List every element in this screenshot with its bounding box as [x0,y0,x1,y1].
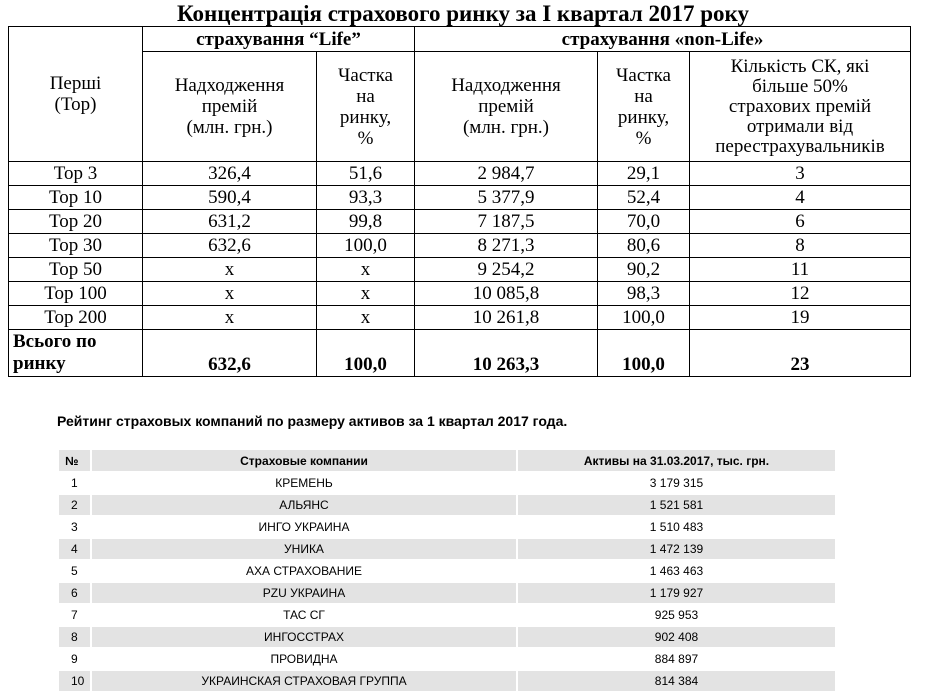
total-life-premiums: 632,6 [143,330,317,377]
table-row [59,671,835,691]
header-line: ринку, [339,106,392,128]
nonlife-share-cell: 29,1 [598,162,690,186]
row-label: Top 10 [9,186,143,210]
table2-title: Рейтинг страховых компаний по размеру активов за 1 квартал 2017 года. [57,413,568,429]
nonlife-share-cell: 90,2 [598,258,690,282]
rank-cell: 9 [59,649,90,669]
rank-cell: 8 [59,627,90,647]
header-life-share [317,52,415,162]
row-label: Top 200 [9,306,143,330]
count-cell: 6 [690,210,911,234]
company-cell: АХА СТРАХОВАНИЕ [90,561,516,581]
company-cell: УНИКА [90,539,516,559]
nonlife-premiums-cell: 10 085,8 [415,282,598,306]
nonlife-share-cell: 100,0 [598,306,690,330]
life-premiums-cell: 632,6 [143,234,317,258]
table-row [59,473,835,493]
table-row [9,186,911,210]
total-row [9,330,911,377]
header-first-line: Перші [49,73,102,94]
table-row [59,561,835,581]
table-row [59,495,835,515]
nonlife-premiums-cell: 2 984,7 [415,162,598,186]
rank-cell: 10 [59,671,90,691]
nonlife-premiums-cell: 9 254,2 [415,258,598,282]
header-reinsurer-count [690,52,911,162]
life-share-cell: 51,6 [317,162,415,186]
total-label [9,330,143,377]
nonlife-premiums-cell: 8 271,3 [415,234,598,258]
table-row [9,210,911,234]
header-first-top [9,27,143,162]
header-num: № [59,450,90,471]
table-row [9,282,911,306]
assets-cell: 814 384 [516,671,835,691]
header-company: Страховые компании [90,450,516,471]
life-share-cell: 100,0 [317,234,415,258]
header-line: страхових премій [728,95,872,117]
life-share-cell: 99,8 [317,210,415,234]
nonlife-share-cell: 80,6 [598,234,690,258]
life-premiums-cell: 590,4 [143,186,317,210]
count-cell: 4 [690,186,911,210]
nonlife-share-cell: 70,0 [598,210,690,234]
assets-cell: 1 510 483 [516,517,835,537]
company-cell: ПРОВИДНА [90,649,516,669]
table-row [59,605,835,625]
assets-cell: 884 897 [516,649,835,669]
table1-title: Концентрація страхового ринку за I квартал 2017 року [177,1,749,26]
company-cell: PZU УКРАИНА [90,583,516,603]
count-cell: 11 [690,258,911,282]
header-line: перестрахувальників [715,135,885,157]
header-line: (млн. грн.) [186,117,273,138]
header-line: Частка [616,64,671,86]
life-premiums-cell: x [143,282,317,306]
life-share-cell: 93,3 [317,186,415,210]
count-cell: 3 [690,162,911,186]
header-line: % [357,127,374,149]
header-nonlife-share [598,52,690,162]
nonlife-premiums-cell: 5 377,9 [415,186,598,210]
row-label: Top 30 [9,234,143,258]
table-row [59,649,835,669]
row-label: Top 100 [9,282,143,306]
life-premiums-cell: 631,2 [143,210,317,234]
header-line: ринку, [617,106,670,128]
assets-cell: 1 463 463 [516,561,835,581]
header-line: на [634,85,653,107]
assets-cell: 3 179 315 [516,473,835,493]
row-label: Top 3 [9,162,143,186]
life-share-cell: x [317,258,415,282]
row-label: Top 50 [9,258,143,282]
assets-cell: 1 521 581 [516,495,835,515]
total-life-share: 100,0 [317,330,415,377]
nonlife-premiums-cell: 10 261,8 [415,306,598,330]
header-life-premiums [143,52,317,162]
nonlife-premiums-cell: 7 187,5 [415,210,598,234]
table-row [59,517,835,537]
rank-cell: 2 [59,495,90,515]
header-group-nonlife: страхування «non-Life» [415,27,911,52]
header-assets: Активы на 31.03.2017, тыс. грн. [516,450,835,471]
table-row [59,583,835,603]
header-line: більше 50% [752,75,848,97]
market-concentration-table [8,26,911,377]
nonlife-share-cell: 98,3 [598,282,690,306]
header-group-life: страхування “Life” [143,27,415,52]
rank-cell: 4 [59,539,90,559]
header-line: отримали від [746,115,854,137]
total-label-line: Всього по [13,331,97,352]
header-line: Надходження [174,75,285,96]
table-row [9,162,911,186]
total-nonlife-share: 100,0 [598,330,690,377]
company-cell: УКРАИНСКАЯ СТРАХОВАЯ ГРУППА [90,671,516,691]
header-line: на [356,85,375,107]
company-cell: АЛЬЯНС [90,495,516,515]
total-nonlife-premiums: 10 263,3 [415,330,598,377]
header-line: Надходження [451,75,561,96]
assets-rating-table [59,448,835,693]
rank-cell: 1 [59,473,90,493]
table-row [9,258,911,282]
header-line: Кількість СК, які [730,55,870,77]
count-cell: 19 [690,306,911,330]
company-cell: ИНГО УКРАИНА [90,517,516,537]
header-line: премій [478,96,534,117]
assets-cell: 902 408 [516,627,835,647]
rank-cell: 7 [59,605,90,625]
life-share-cell: x [317,282,415,306]
assets-cell: 1 472 139 [516,539,835,559]
company-cell: КРЕМЕНЬ [90,473,516,493]
total-label-line: ринку [13,353,66,374]
life-share-cell: x [317,306,415,330]
company-cell: ТАС СГ [90,605,516,625]
table-row [9,306,911,330]
header-line: % [635,127,652,149]
rank-cell: 3 [59,517,90,537]
header-line: Частка [338,64,393,86]
count-cell: 12 [690,282,911,306]
header-first-line: (Top) [54,94,97,115]
assets-cell: 925 953 [516,605,835,625]
table-row [59,539,835,559]
row-label: Top 20 [9,210,143,234]
life-premiums-cell: x [143,258,317,282]
header-line: премій [201,96,258,117]
rank-cell: 6 [59,583,90,603]
life-premiums-cell: x [143,306,317,330]
assets-cell: 1 179 927 [516,583,835,603]
header-nonlife-premiums [415,52,598,162]
nonlife-share-cell: 52,4 [598,186,690,210]
life-premiums-cell: 326,4 [143,162,317,186]
count-cell: 8 [690,234,911,258]
company-cell: ИНГОССТРАХ [90,627,516,647]
total-count: 23 [690,330,911,377]
header-line: (млн. грн.) [462,117,550,138]
table-row [9,234,911,258]
rank-cell: 5 [59,561,90,581]
table-row [59,627,835,647]
